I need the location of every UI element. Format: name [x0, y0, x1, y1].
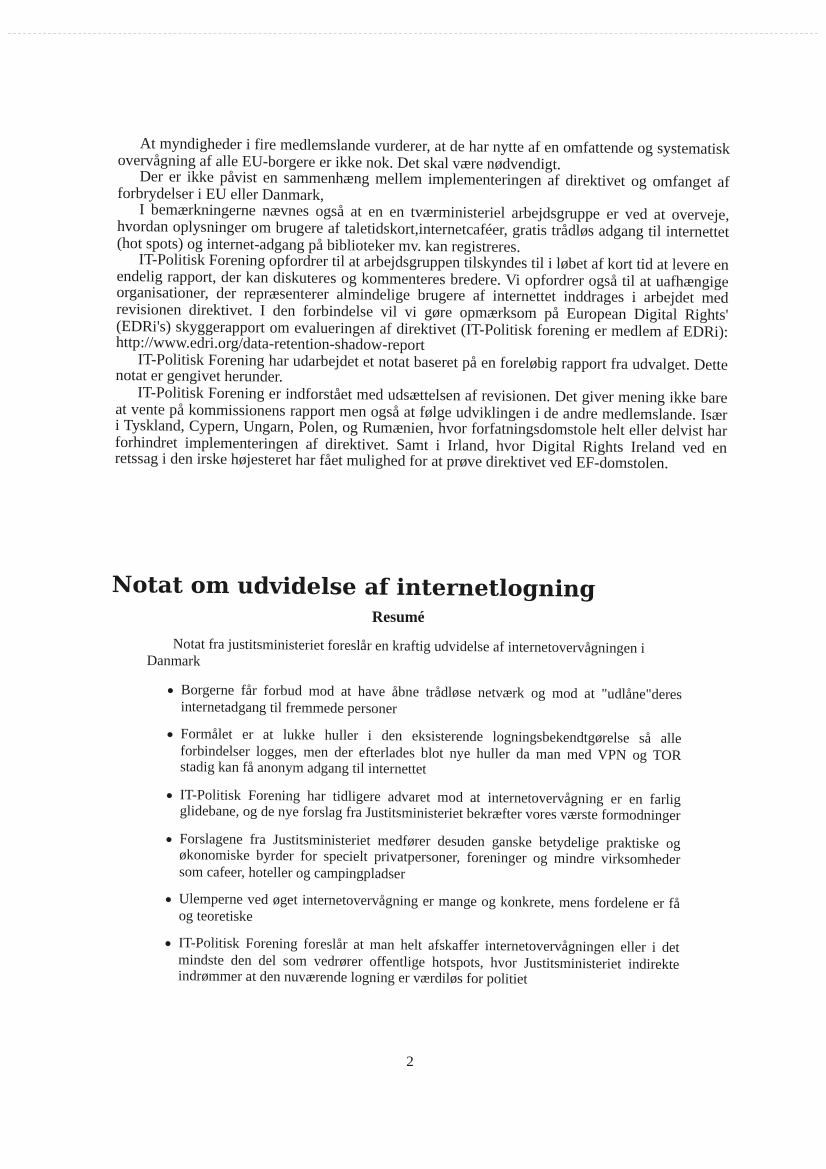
paragraph: Der er ikke påvist en sammenhæng mellem implementeringen af direktivet og omfanget af forbrydelser i EU eller Danmark, — [117, 168, 730, 204]
list-item-text: Borgerne får forbud mod at have åbne trådløse netværk og mod at "udlåne"deres internetadgang til fremmede personer — [180, 682, 682, 717]
resume-heading: Resumé — [372, 609, 425, 626]
bullet-icon — [165, 941, 170, 946]
list-item-text: Forslagene fra Justitsministeriet medfører desuden ganske betydelige praktiske og økonomiske byrder for specielt privatpersoner, foreninger og mindre virksomheder som cafeer, hoteller og campingpladser — [179, 830, 681, 882]
list-item-text: Formålet er at lukke huller i den eksisterende logningsbekendtgørelse så alle forbindelser logges, men der efterlades blot nye huller da man med VPN og TOR stadig kan få anonym adgang til internettet — [180, 726, 682, 778]
list-item — [157, 935, 679, 990]
scan-edge-line — [8, 33, 818, 34]
list-item — [160, 682, 682, 720]
list-item-text: IT-Politisk Forening foreslår at man helt afskaffer internetovervågningen eller i det mindste den del som vedrører offentlige hotspots, hvor Justitsministeriet indirekte indrømmer at den nuværende logning er værdiløs for politiet — [178, 935, 680, 988]
bullet-icon — [168, 688, 173, 693]
paragraph: At myndigheder i fire medlemslande vurderer, at de har nytte af en omfattende og systematisk overvågning af alle EU-borgere er ikke nok. Det skal være nødvendigt. — [117, 135, 730, 173]
list-item — [159, 786, 681, 824]
bullet-icon — [167, 732, 172, 737]
bullet-icon — [166, 837, 171, 842]
list-item — [159, 726, 681, 781]
paragraph: IT-Politisk Forening er indforstået med udsættelsen af revisionen. Det giver mening ikke bare at vente på kommissionens rapport men også at følge udviklingen i de andre medlemslande. Især i Tyskland, Cypern, Ungarn, Polen, og Rumænien, hvor forfatningsdomstole helt eller delvist har forhindret implementeringen af direktivet. Samt i Irland, hvor Digital Rights Ireland ved en retssag i den irske højesteret har fået mulighed for at prøve direktivet ved EF-domstolen. — [114, 384, 728, 473]
list-item-text: IT-Politisk Forening har tidligere advaret mod at internetovervågning er en farlig glidebane, og de nye forslag fra Justitsministeriet bekræfter vores værste formodninger — [179, 786, 681, 825]
list-item — [158, 830, 680, 885]
bullet-list — [157, 682, 682, 1000]
body-text — [115, 136, 730, 474]
page-number: 2 — [406, 1054, 414, 1070]
bullet-icon — [167, 793, 172, 798]
paragraph: I bemærkningerne nævnes også at en en tværministeriel arbejdsgruppe er ved at overveje, hvordan oplysninger om brugere af taletidskort,internetcaféer, gratis trådløs adgang til internettet (hot spots) og internet-adgang på biblioteker mv. kan registreres. — [116, 201, 730, 256]
section-title: Notat om udvidelse af internetlogning — [111, 571, 596, 603]
paragraph: IT-Politisk Forening har udarbejdet et notat baseret på en foreløbig rapport fra udvalget. Dette notat er gengivet herunder. — [115, 350, 728, 386]
resume-intro: Notat fra justitsministeriet foreslår en kraftig udvidelse af internetovervågningen i Danmark — [146, 636, 645, 670]
list-item — [158, 891, 680, 929]
list-item-text: Ulemperne ved øget internetovervågning er mange og konkrete, mens fordelene er få og teoretiske — [178, 891, 680, 925]
bullet-icon — [166, 897, 171, 902]
paragraph: IT-Politisk Forening opfordrer til at arbejdsgruppen tilskyndes til i løbet af kort tid at levere en endelig rapport, der kan diskuteres og kommenteres bredere. Vi opfordrer også til at uafhængige organisationer, der repræsenterer almindelige brugere af internettet inddrages i arbejdet med revisionen direktivet. I den forbindelse vil vi gøre opmærksom på European Digital Rights' (EDRi's) skyggerapport om evalueringen af direktivet (IT-Politisk forening er medlem af EDRi): http://www.edri.org/data-retention-shadow-report — [115, 251, 729, 355]
